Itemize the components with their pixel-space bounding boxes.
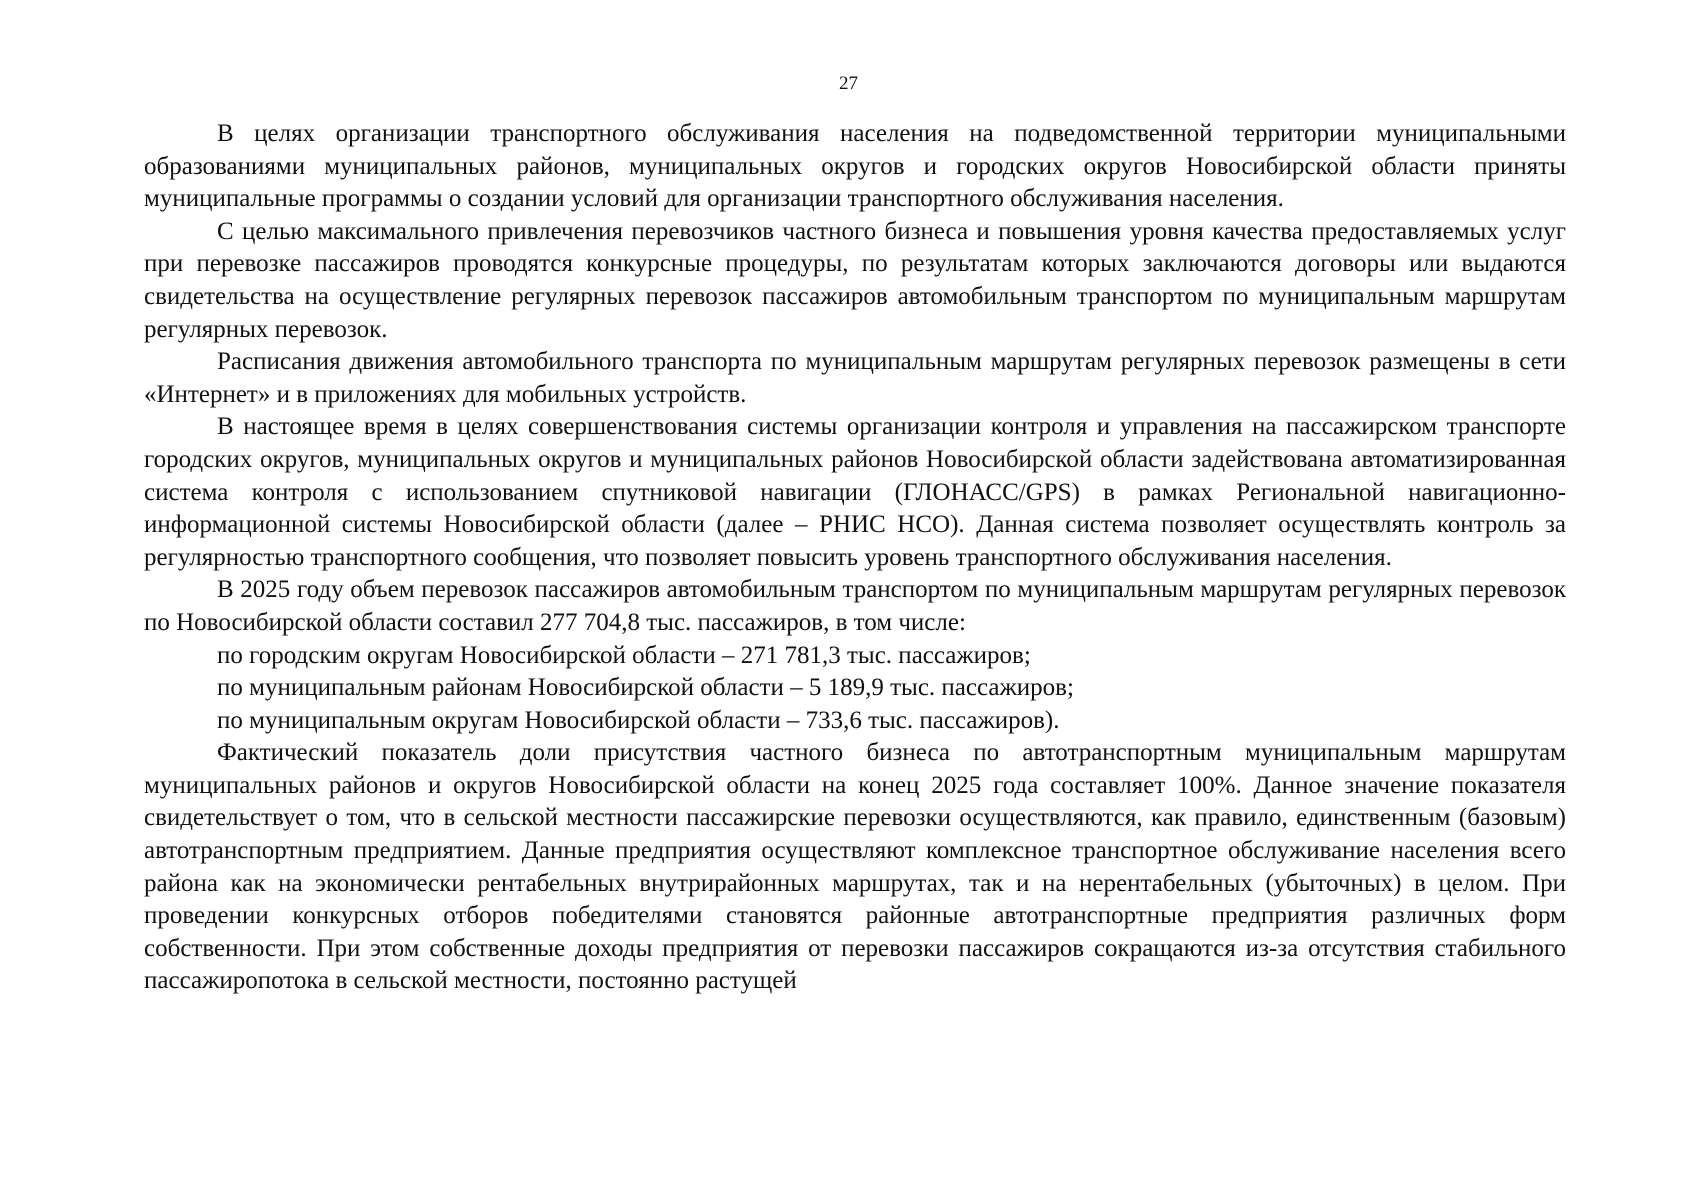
paragraph-transport-programs: В целях организации транспортного обслуживания населения на подведомственной территории муниципальными образованиями муниципальных районов, муниципальных округов и городских округов Новосибирской области приняты муниципальные программы о создании условий для организации транспортного обслуживания населения. (144, 120, 1566, 213)
paragraph-competitive-procedures: С целью максимального привлечения перевозчиков частного бизнеса и повышения уровня качества предоставляемых услуг при перевозке пассажиров проводятся конкурсные процедуры, по результатам которых заключаются договоры или выдаются свидетельства на осуществление регулярных перевозок пассажиров автомобильным транспортом по муниципальным маршрутам регулярных перевозок. (144, 217, 1566, 343)
paragraph-rnis-system: В настоящее время в целях совершенствования системы организации контроля и управления на пассажирском транспорте городских округов, муниципальных округов и муниципальных районов Новосибирской области задействована автоматизированная система контроля с использованием спутниковой навигации (ГЛОНАСС/GPS) в рамках Региональной навигационно-информационной системы Новосибирской области (далее – РНИС НСО). Данная система позволяет осуществлять контроль за регулярностью транспортного сообщения, что позволяет повысить уровень транспортного обслуживания населения. (144, 413, 1566, 571)
paragraph-schedules: Расписания движения автомобильного транспорта по муниципальным маршрутам регулярных перевозок размещены в сети «Интернет» и в приложениях для мобильных устройств. (144, 348, 1566, 408)
list-item-urban-districts: по городским округам Новосибирской области – 271 781,3 тыс. пассажиров; (217, 641, 1031, 669)
list-item-municipal-regions: по муниципальным районам Новосибирской области – 5 189,9 тыс. пассажиров; (217, 674, 1074, 702)
paragraph-private-business-share: Фактический показатель доли присутствия частного бизнеса по автотранспортным муниципальным маршрутам муниципальных районов и округов Новосибирской области на конец 2025 года составляет 100%. Данное значение показателя свидетельствует о том, что в сельской местности пассажирские перевозки осуществляются, как правило, единственным (базовым) автотранспортным предприятием. Данные предприятия осуществляют комплексное транспортное обслуживание населения всего района как на экономически рентабельных внутрирайонных маршрутах, так и на нерентабельных (убыточных) в целом. При проведении конкурсных отборов победителями становятся районные автотранспортные предприятия различных форм собственности. При этом собственные доходы предприятия от перевозки пассажиров сокращаются из-за отсутствия стабильного пассажиропотока в сельской местности, постоянно растущей (144, 739, 1566, 995)
paragraph-passenger-volume: В 2025 году объем перевозок пассажиров автомобильным транспортом по муниципальным маршрутам регулярных перевозок по Новосибирской области составил 277 704,8 тыс. пассажиров, в том числе: (144, 576, 1566, 636)
page-number: 27 (839, 73, 858, 94)
document-body (144, 118, 1566, 998)
list-item-municipal-districts: по муниципальным округам Новосибирской области – 733,6 тыс. пассажиров). (217, 706, 1060, 734)
